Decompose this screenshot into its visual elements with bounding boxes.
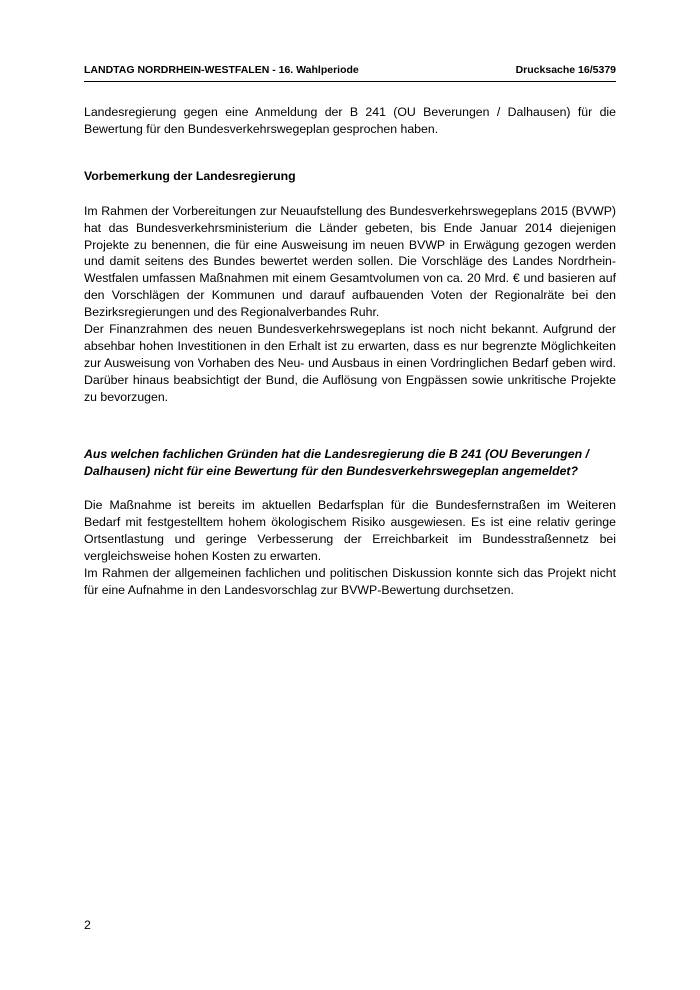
answer-block (84, 497, 616, 598)
lead-paragraph: Landesregierung gegen eine Anmeldung der B 241 (OU Beverungen / Dalhausen) für die Bewertung für den Bundesverkehrswegeplan gesprochen haben. (84, 105, 616, 136)
section-heading: Vorbemerkung der Landesregierung (84, 168, 296, 183)
header-parliament-title: LANDTAG NORDRHEIN-WESTFALEN - 16. Wahlperiode (84, 64, 359, 76)
page-number: 2 (84, 918, 91, 932)
preliminary-paragraph-2: Der Finanzrahmen des neuen Bundesverkehrswegeplans ist noch nicht bekannt. Aufgrund der absehbar hohen Investitionen in den Erhalt ist zu erwarten, dass es nur begrenzte Möglichkeiten zur Ausweisung von Vorhaben des Neu- und Ausbaus in einen Vordringlichen Bedarf geben wird. Darüber hinaus beabsichtigt der Bund, die Auflösung von Engpässen sowie unkritische Projekte zu bevorzugen. (84, 322, 616, 404)
header-document-number: Drucksache 16/5379 (515, 64, 616, 76)
document-body (84, 104, 616, 599)
answer-paragraph-1: Die Maßnahme ist bereits im aktuellen Bedarfsplan für die Bundesfernstraßen im Weiteren Bedarf mit festgestelltem hohem ökologischem Risiko ausgewiesen. Es ist eine relativ geringe Ortsentlastung und geringe Verbesserung der Erreichbarkeit im Bundesstraßennetz bei vergleichsweise hohen Kosten zu erwarten. (84, 498, 616, 564)
preliminary-remarks (84, 203, 616, 406)
header-divider (84, 81, 616, 82)
question-text: Aus welchen fachlichen Gründen hat die Landesregierung die B 241 (OU Beverungen / Dalhausen) nicht für eine Bewertung für den Bundesverkehrswegeplan angemeldet? (84, 446, 589, 478)
preliminary-paragraph-1: Im Rahmen der Vorbereitungen zur Neuaufstellung des Bundesverkehrswegeplans 2015 (BVWP) hat das Bundesverkehrsministerium die Länder gebeten, bis Ende Januar 2014 diejenigen Projekte zu benennen, die für eine Ausweisung im neuen BVWP in Erwägung gezogen werden und damit seitens des Bundes bewertet werden sollen. Die Vorschläge des Landes Nordrhein-Westfalen umfassen Maßnahmen mit einem Gesamtvolumen von ca. 20 Mrd. € und basieren auf den Vorschlägen der Kommunen und darauf aufbauenden Voten der Regionalräte bei den Bezirksregierungen und des Regionalverbandes Ruhr. (84, 203, 616, 320)
answer-paragraph-2: Im Rahmen der allgemeinen fachlichen und politischen Diskussion konnte sich das Projekt nicht für eine Aufnahme in den Landesvorschlag zur BVWP-Bewertung durchsetzen. (84, 566, 616, 597)
page-header (84, 64, 616, 76)
